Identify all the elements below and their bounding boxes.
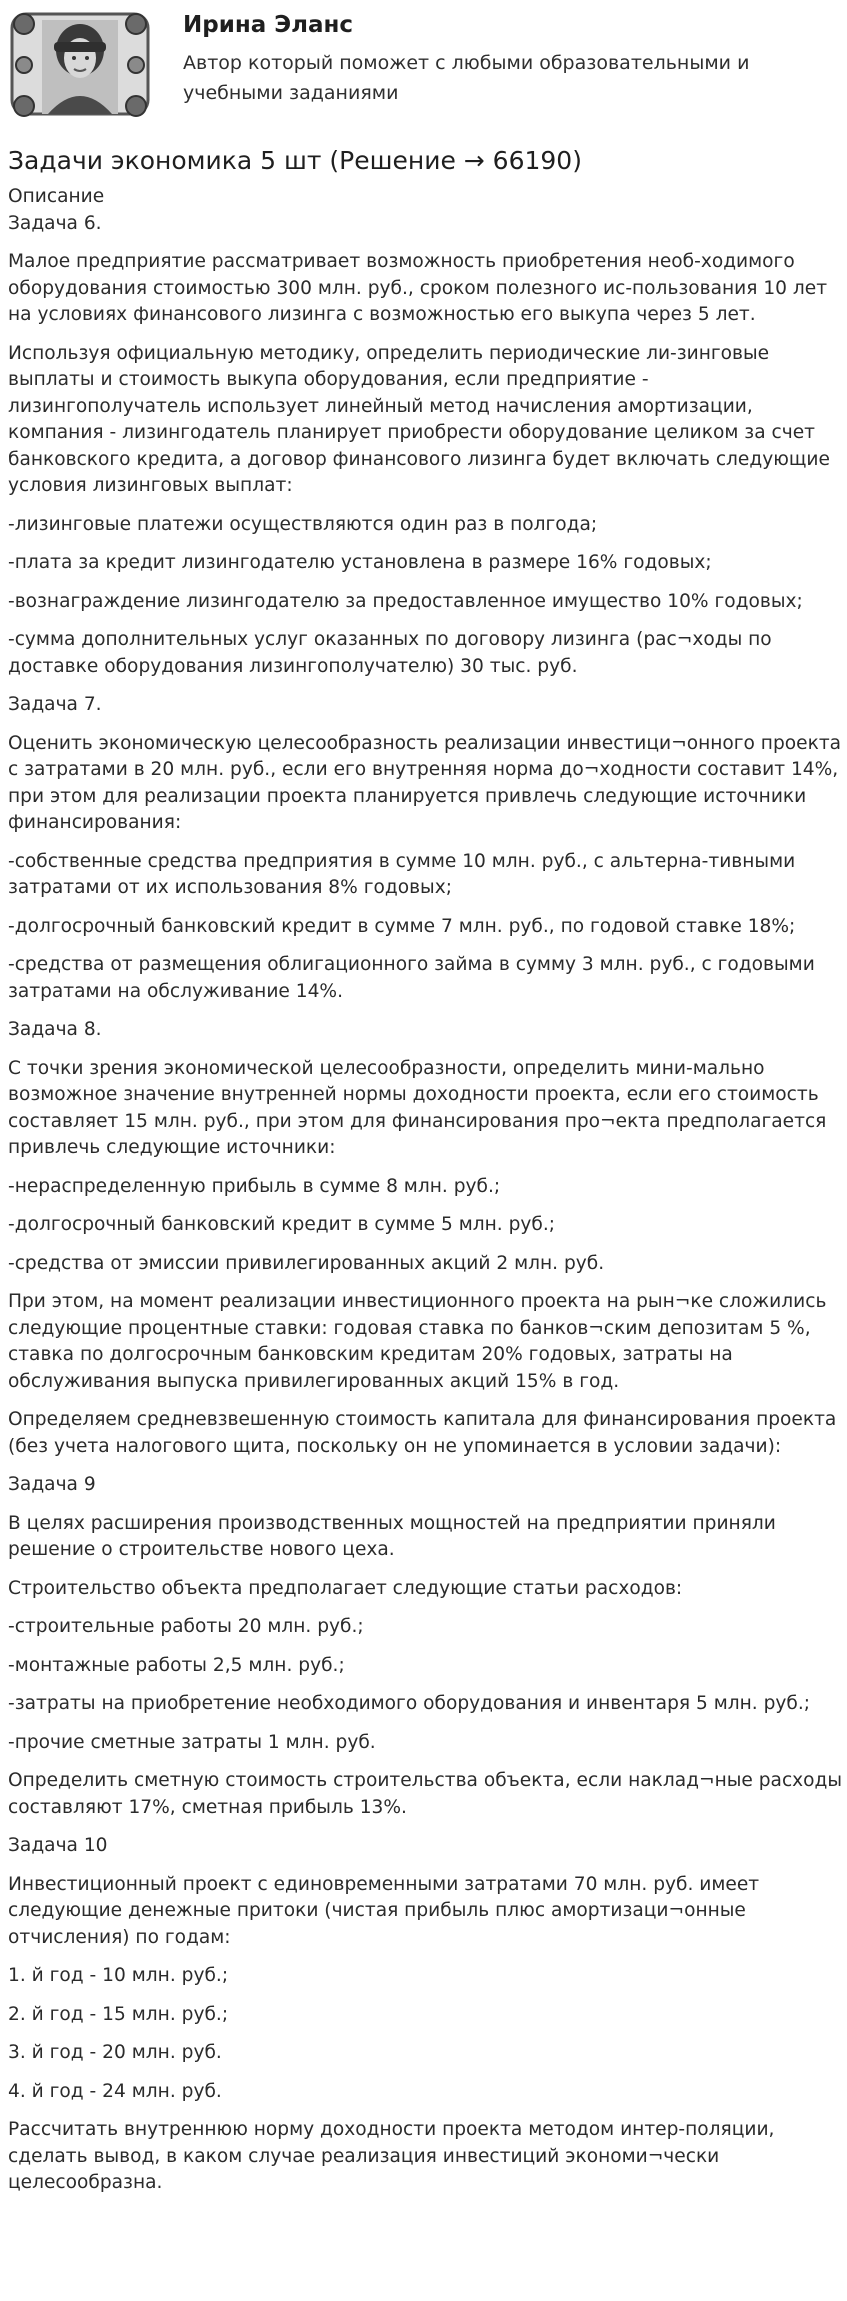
description-label: Описание (8, 186, 105, 207)
paragraph: Инвестиционный проект с единовременными затратами 70 млн. руб. имеет следующие денежные притоки (чистая прибыль плюс амортизаци¬онные отчисления) по годам: (8, 1873, 760, 1948)
avatar-portrait (42, 20, 118, 114)
list-item: 2. й год - 15 млн. руб.; (8, 2003, 229, 2025)
page-title: Задачи экономика 5 шт (Решение → 66190) (8, 146, 582, 175)
list-item: -сумма дополнительных услуг оказанных по договору лизинга (рас¬ходы по доставке оборудования лизингополучателю) 30 тыс. руб. (8, 629, 772, 677)
paragraph-task-7-heading: Задача 7. (8, 694, 102, 715)
list-item: -долгосрочный банковский кредит в сумме 7 млн. руб., по годовой ставке 18%; (8, 915, 796, 937)
author-description: Автор который поможет с любыми образовательными и учебными заданиями (183, 52, 750, 104)
list-item: -прочие сметные затраты 1 млн. руб. (8, 1731, 376, 1753)
list-item: -строительные работы 20 млн. руб.; (8, 1616, 364, 1637)
paragraph-task-8-heading: Задача 8. (8, 1019, 102, 1040)
list-item: 4. й год - 24 млн. руб. (8, 2080, 222, 2102)
list-item: -затраты на приобретение необходимого оборудования и инвентаря 5 млн. руб.; (8, 1693, 811, 1714)
list-item: -плата за кредит лизингодателю установлена в размере 16% годовых; (8, 552, 712, 573)
paragraph: Строительство объекта предполагает следующие статьи расходов: (8, 1577, 683, 1599)
paragraph: С точки зрения экономической целесообразности, определить мини-мально возможное значение внутренней нормы доходности проекта, если его стоимость составляет 15 млн. руб., при этом для финансирования про¬екта предполагается привлечь следующие источники: (8, 1057, 827, 1158)
author-name[interactable]: Ирина Эланс (183, 12, 354, 38)
list-item: -средства от размещения облигационного займа в сумму 3 млн. руб., с годовыми затратами на обслуживание 14%. (8, 954, 815, 1002)
list-item: -вознаграждение лизингодателю за предоставленное имущество 10% годовых; (8, 590, 803, 612)
paragraph: В целях расширения производственных мощностей на предприятии приняли решение о строительстве нового цеха. (8, 1512, 776, 1560)
paragraph: Рассчитать внутреннюю норму доходности проекта методом интер-поляции, сделать вывод, в каком случае реализация инвестиций экономи¬чески целесообразна. (8, 2119, 775, 2193)
list-item: -средства от эмиссии привилегированных акций 2 млн. руб. (8, 1252, 605, 1274)
list-item: -монтажные работы 2,5 млн. руб.; (8, 1654, 345, 1676)
list-item: -собственные средства предприятия в сумме 10 млн. руб., с альтерна-тивными затратами от их использования 8% годовых; (8, 850, 796, 898)
paragraph: Оценить экономическую целесообразность реализации инвестици¬онного проекта с затратами в 20 млн. руб., если его внутренняя норма до¬ходности составит 14%, при этом для реализации проекта планируется привлечь следующие источники финансирования: (8, 732, 842, 833)
paragraph: Малое предприятие рассматривает возможность приобретения необ-ходимого оборудования стоимостью 300 млн. руб., сроком полезного ис-пользования 10 лет на условиях финансового лизинга с возможностью его выкупа через 5 лет. (8, 251, 828, 325)
list-item: 3. й год - 20 млн. руб. (8, 2042, 222, 2063)
paragraph: Определяем средневзвешенную стоимость капитала для финансирования проекта (без учета налогового щита, поскольку он не упоминается в условии задачи): (8, 1409, 837, 1457)
author-card (0, 0, 847, 130)
paragraph: Используя официальную методику, определить периодические ли-зинговые выплаты и стоимость выкупа оборудования, если предприятие - лизингополучатель использует линейный метод начисления амортизации, компания - лизингодатель планирует приобрести оборудование целиком за счет банковского кредита, а договор финансового лизинга будет включать следующие условия лизинговых выплат: (8, 342, 830, 496)
paragraph-task-10-heading: Задача 10 (8, 1835, 108, 1856)
list-item: -нераспределенную прибыль в сумме 8 млн. руб.; (8, 1175, 501, 1197)
paragraph: Определить сметную стоимость строительства объекта, если наклад¬ные расходы составляют 17%, сметная прибыль 13%. (8, 1770, 843, 1818)
document-body (8, 184, 844, 2209)
list-item: 1. й год - 10 млн. руб.; (8, 1965, 229, 1986)
list-item: -долгосрочный банковский кредит в сумме 5 млн. руб.; (8, 1214, 556, 1235)
author-avatar[interactable] (8, 6, 152, 124)
paragraph-task-9-heading: Задача 9 (8, 1474, 96, 1495)
paragraph: При этом, на момент реализации инвестиционного проекта на рын¬ке сложились следующие процентные ставки: годовая ставка по банков¬ским депозитам 5 %, ставка по долгосрочным банковским кредитам 20% годовых, затраты на обслуживания выпуска привилегированных акций 15% в год. (8, 1291, 827, 1392)
paragraph-task-6-heading: Задача 6. (8, 212, 102, 234)
list-item: -лизинговые платежи осуществляются один раз в полгода; (8, 513, 598, 535)
